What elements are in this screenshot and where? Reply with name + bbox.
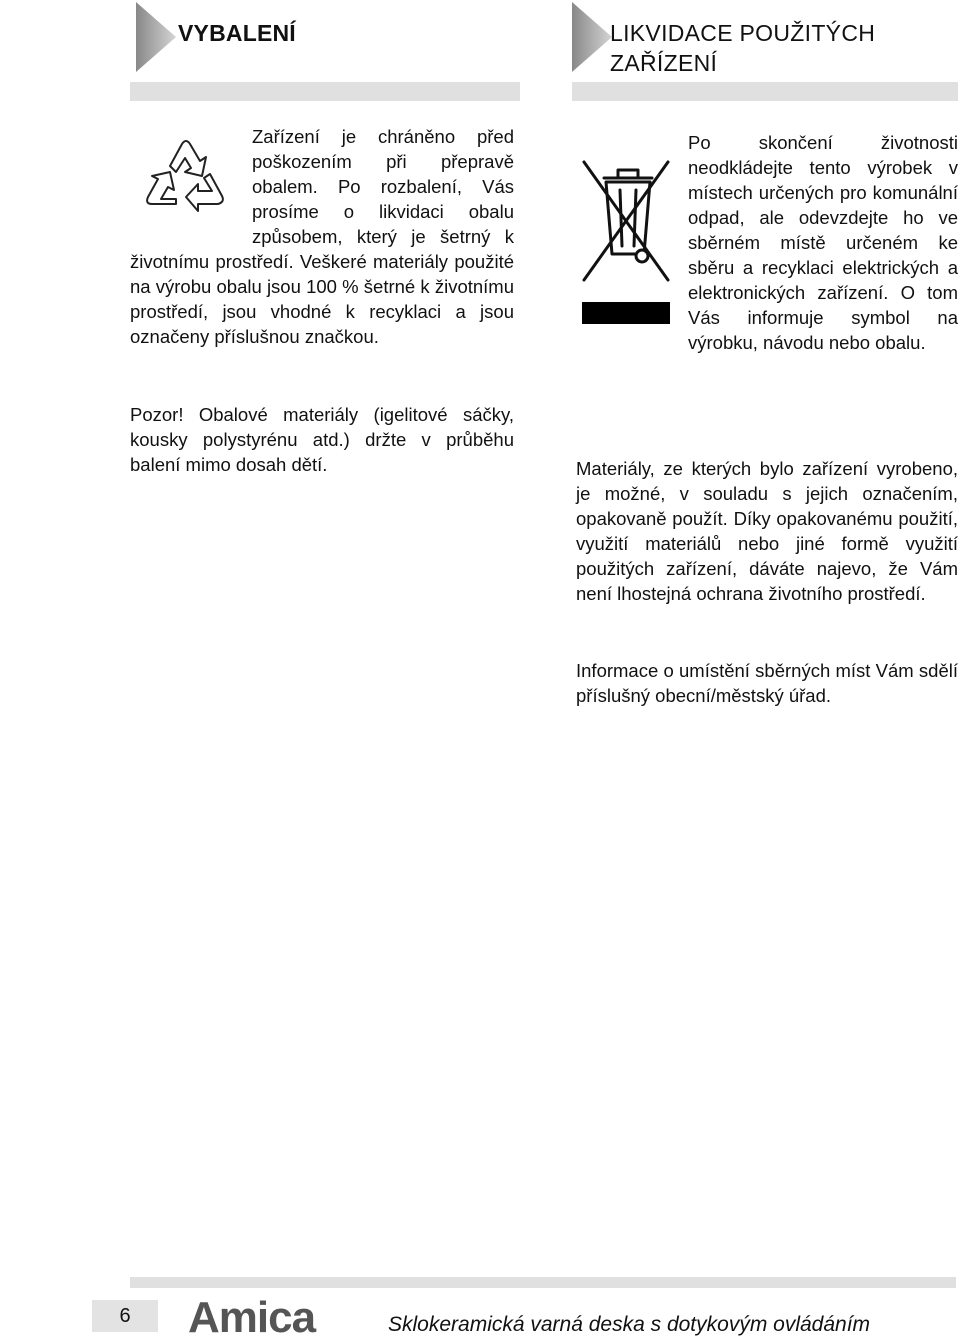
footer-divider xyxy=(130,1277,956,1288)
left-column xyxy=(130,0,520,475)
disposal-paragraph: Po skončení životnosti neodkládejte tento výrobek v místech určených pro komunální odpad, ale odevzdejte ho ve sběrném místě určeném ke sběru a recyklaci elektrických a elektronických zařízení. O tom Vás informuje symbol na výrobku, návodu nebo obalu. xyxy=(688,132,958,353)
amica-logo xyxy=(188,1294,340,1336)
disposal-text xyxy=(576,130,958,355)
section-header-unpacking xyxy=(130,0,520,100)
recycle-icon xyxy=(130,128,238,236)
section-title xyxy=(610,18,875,78)
header-arrow-icon xyxy=(136,2,176,72)
section-title: VYBALENÍ xyxy=(178,20,296,46)
collection-info-text: Informace o umístění sběrných míst Vám sdělí příslušný obecní/městský úřad. xyxy=(576,660,958,706)
section-title-line1: LIKVIDACE POUŽITÝCH xyxy=(610,20,876,46)
header-divider xyxy=(130,82,520,101)
warning-text: Pozor! Obalové materiály (igelitové sáčky, kousky polystyrénu atd.) držte v průběhu balení mimo dosah dětí. xyxy=(130,404,514,475)
header-arrow-icon xyxy=(572,2,612,72)
crossed-bin-icon xyxy=(578,156,674,328)
svg-text:Amica: Amica xyxy=(188,1294,316,1336)
unpacking-text xyxy=(130,124,514,349)
section-title-line2: ZAŘÍZENÍ xyxy=(610,50,718,76)
unpacking-paragraph: Zařízení je chráněno před poškozením při přepravě obalem. Po rozbalení, Vás prosíme o likvidaci obalu způsobem, který je šetrný k životnímu prostředí. Veškeré materiály použité na výrobu obalu jsou 100 % šetrné k životnímu prostředí, jsou vhodné k recyklaci a jsou označeny příslušnou značkou. xyxy=(130,126,514,347)
materials-text: Materiály, ze kterých bylo zařízení vyrobeno, je možné, v souladu s jejich označením, opakovaně použít. Díky opakovanému použití, využití materiálů nebo jiné formě využití použitých zařízení, dáváte najevo, že Vám není lhostejná ochrana životního prostředí. xyxy=(576,458,958,604)
section-header-disposal xyxy=(572,0,958,100)
header-divider xyxy=(572,82,958,101)
right-column xyxy=(572,0,958,706)
footer-document-title: Sklokeramická varná deska s dotykovým ovládáním xyxy=(388,1313,871,1336)
page-number: 6 xyxy=(92,1300,158,1332)
